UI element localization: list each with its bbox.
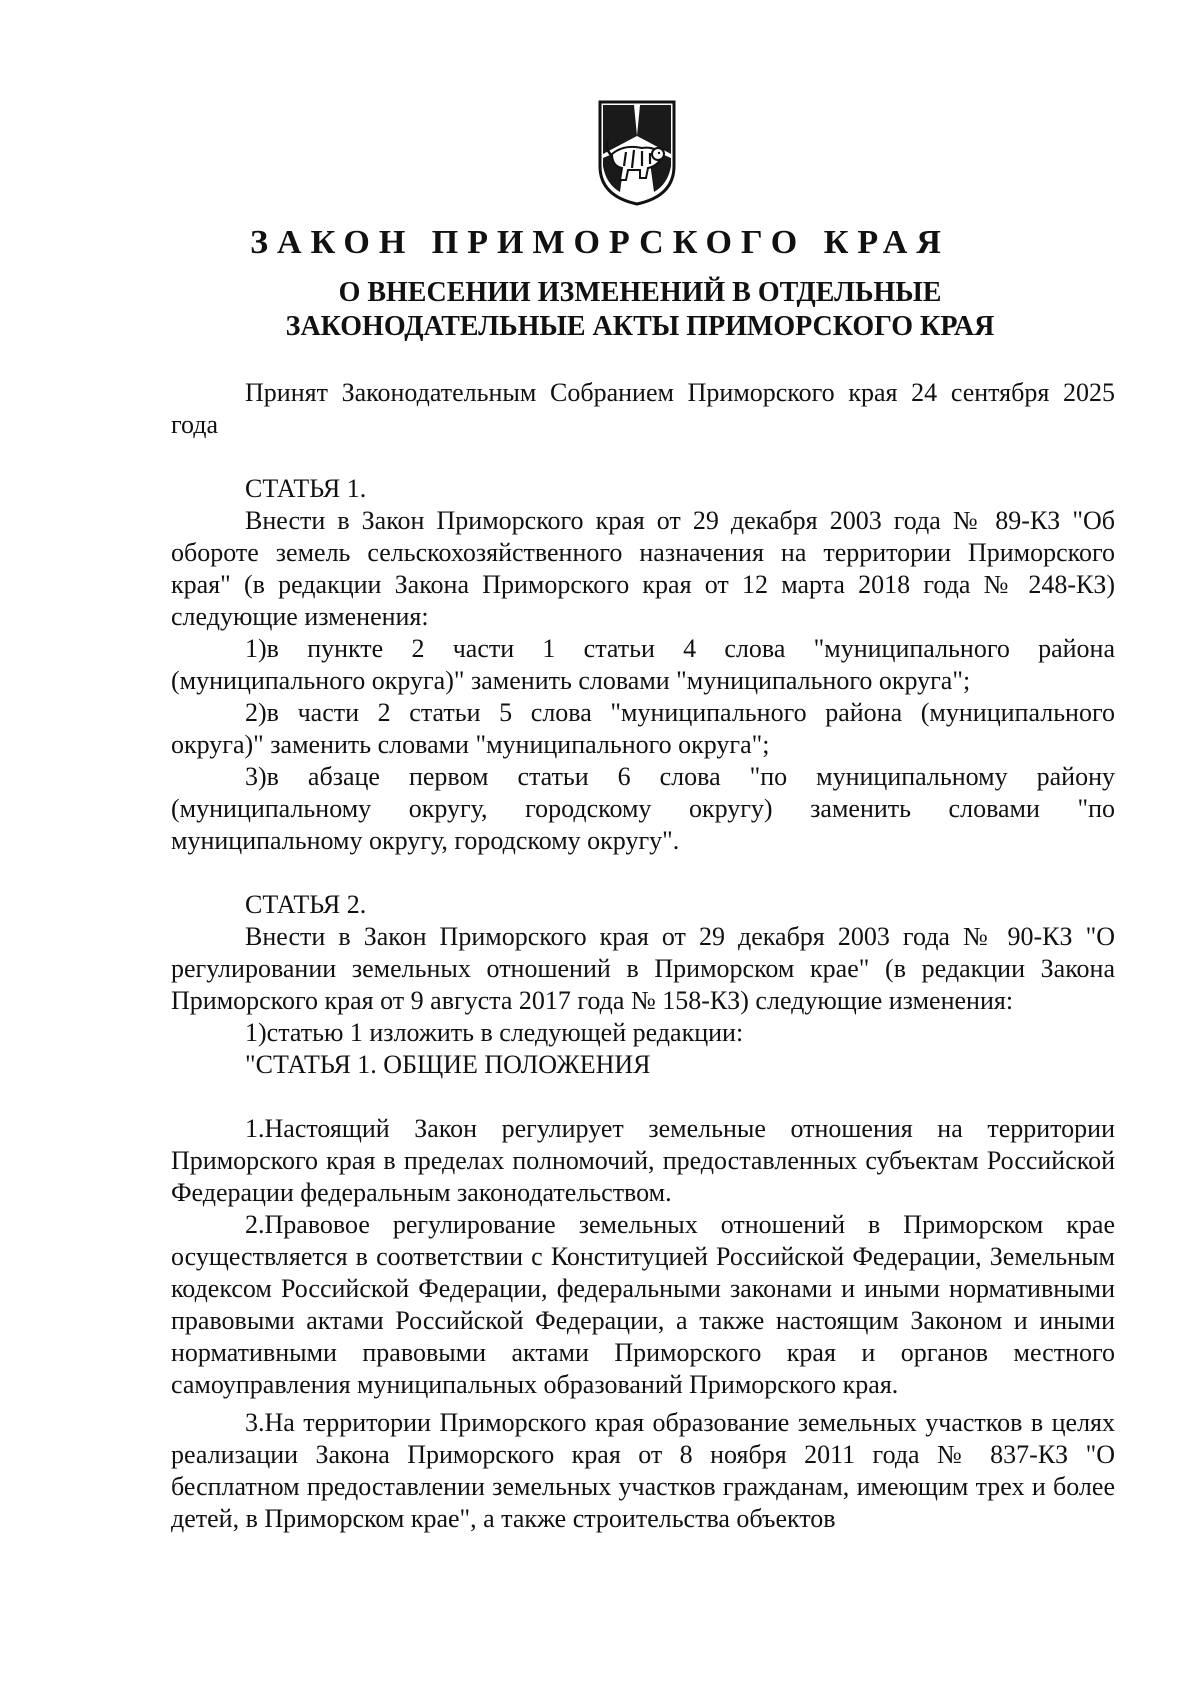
article-1-intro: Внести в Закон Приморского края от 29 декабря 2003 года № 89-КЗ "Об обороте земель сельскохозяйственного назначения на территории Приморского края" (в редакции Закона Приморского края от 12 марта 2018 года № 248-КЗ) следующие изменения: — [171, 506, 1115, 631]
law-title: ЗАКОН ПРИМОРСКОГО КРАЯ — [250, 224, 950, 261]
subtitle-line-2: ЗАКОНОДАТЕЛЬНЫЕ АКТЫ ПРИМОРСКОГО КРАЯ — [285, 311, 995, 342]
coat-of-arms-tiger-icon — [596, 96, 678, 208]
quoted-article-heading: "СТАТЬЯ 1. ОБЩИЕ ПОЛОЖЕНИЯ — [245, 1050, 651, 1079]
quoted-paragraph-1: 1.Настоящий Закон регулирует земельные отношения на территории Приморского края в пределах полномочий, предоставленных субъектам Российской Федерации федеральным законодательством. — [171, 1114, 1115, 1207]
article-1-item-3: 3)в абзаце первом статьи 6 слова "по муниципальному району (муниципальному округу, городскому округу) заменить словами "по муниципальному округу, городскому округу". — [171, 762, 1115, 855]
article-2-intro: Внести в Закон Приморского края от 29 декабря 2003 года № 90-КЗ "О регулировании земельных отношений в Приморском крае" (в редакции Закона Приморского края от 9 августа 2017 года № 158-КЗ) следующие изменения: — [171, 922, 1115, 1015]
quoted-paragraph-3: 3.На территории Приморского края образование земельных участков в целях реализации Закона Приморского края от 8 ноября 2011 года № 837-КЗ "О бесплатном предоставлении земельных участков гражданам, имеющим трех и более детей, в Приморском крае", а также строительства объектов — [171, 1408, 1115, 1533]
subtitle-line-1: О ВНЕСЕНИИ ИЗМЕНЕНИЙ В ОТДЕЛЬНЫЕ — [338, 277, 942, 308]
article-2-item-1: 1)статью 1 изложить в следующей редакции: — [245, 1018, 744, 1047]
adoption-note: Принят Законодательным Собранием Приморского края 24 сентября 2025 года — [171, 378, 1115, 439]
article-2-heading: СТАТЬЯ 2. — [245, 890, 367, 919]
article-1-heading: СТАТЬЯ 1. — [245, 474, 367, 503]
law-subtitle — [150, 276, 1130, 344]
article-1-item-2: 2)в части 2 статьи 5 слова "муниципального района (муниципального округа)" заменить словами "муниципального округа"; — [171, 698, 1115, 759]
quoted-paragraph-2: 2.Правовое регулирование земельных отношений в Приморском крае осуществляется в соответствии с Конституцией Российской Федерации, Земельным кодексом Российской Федерации, федеральными законами и иными нормативными правовыми актами Российской Федерации, а также настоящим Законом и иными нормативными правовыми актами Приморского края и органов местного самоуправления муниципальных образований Приморского края. — [171, 1210, 1115, 1399]
article-1-item-1: 1)в пункте 2 части 1 статьи 4 слова "муниципального района (муниципального округа)" заменить словами "муниципального округа"; — [171, 634, 1115, 695]
law-body — [171, 377, 1115, 1535]
